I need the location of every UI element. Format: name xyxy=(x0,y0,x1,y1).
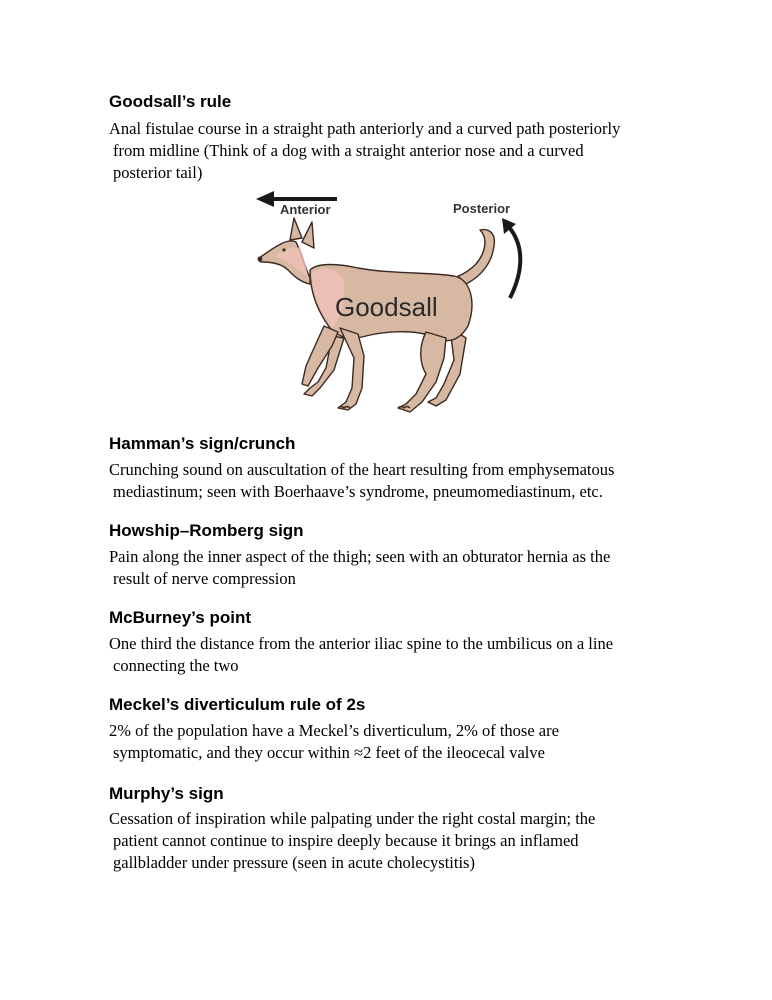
section-body-mcburneys-point xyxy=(109,633,709,677)
section-title-goodsalls-rule: Goodsall’s rule xyxy=(109,92,232,111)
body-line: One third the distance from the anterior iliac spine to the umbilicus on a line xyxy=(109,634,614,653)
body-line: Cessation of inspiration while palpating under the right costal margin; the xyxy=(109,809,596,828)
anterior-arrow-head xyxy=(256,191,274,207)
section-title-mcburneys-point: McBurney’s point xyxy=(109,608,251,627)
section-body-meckels-diverticulum xyxy=(109,720,709,764)
body-line: 2% of the population have a Meckel’s diverticulum, 2% of those are xyxy=(109,721,559,740)
section-title-meckels-diverticulum: Meckel’s diverticulum rule of 2s xyxy=(109,695,366,714)
body-line: connecting the two xyxy=(113,656,239,675)
section-body-goodsalls-rule xyxy=(109,118,709,184)
body-line: posterior tail) xyxy=(113,163,203,182)
body-line: mediastinum; seen with Boerhaave’s syndrome, pneumomediastinum, etc. xyxy=(113,482,603,501)
body-line: Anal fistulae course in a straight path anteriorly and a curved path posteriorly xyxy=(109,119,621,138)
body-line: gallbladder under pressure (seen in acute cholecystitis) xyxy=(113,853,475,872)
section-body-howship-romberg-sign xyxy=(109,546,709,590)
section-title-hammans-sign: Hamman’s sign/crunch xyxy=(109,434,296,453)
body-line: Crunching sound on auscultation of the heart resulting from emphysematous xyxy=(109,460,615,479)
section-body-murphys-sign xyxy=(109,808,709,874)
anterior-label: Anterior xyxy=(280,202,331,217)
posterior-label: Posterior xyxy=(453,201,511,216)
section-body-hammans-sign xyxy=(109,459,709,503)
body-line: patient cannot continue to inspire deeply because it brings an inflamed xyxy=(113,831,579,850)
section-title-howship-romberg-sign: Howship–Romberg sign xyxy=(109,521,304,540)
body-line: result of nerve compression xyxy=(113,569,296,588)
goodsall-dog-figure xyxy=(240,188,540,420)
section-title-murphys-sign: Murphy’s sign xyxy=(109,784,224,803)
body-line: Pain along the inner aspect of the thigh; seen with an obturator hernia as the xyxy=(109,547,611,566)
goodsall-center-label: Goodsall xyxy=(335,292,438,322)
body-line: from midline (Think of a dog with a straight anterior nose and a curved xyxy=(113,141,584,160)
posterior-curved-arrow-icon xyxy=(502,218,520,298)
body-line: symptomatic, and they occur within ≈2 feet of the ileocecal valve xyxy=(113,743,545,762)
